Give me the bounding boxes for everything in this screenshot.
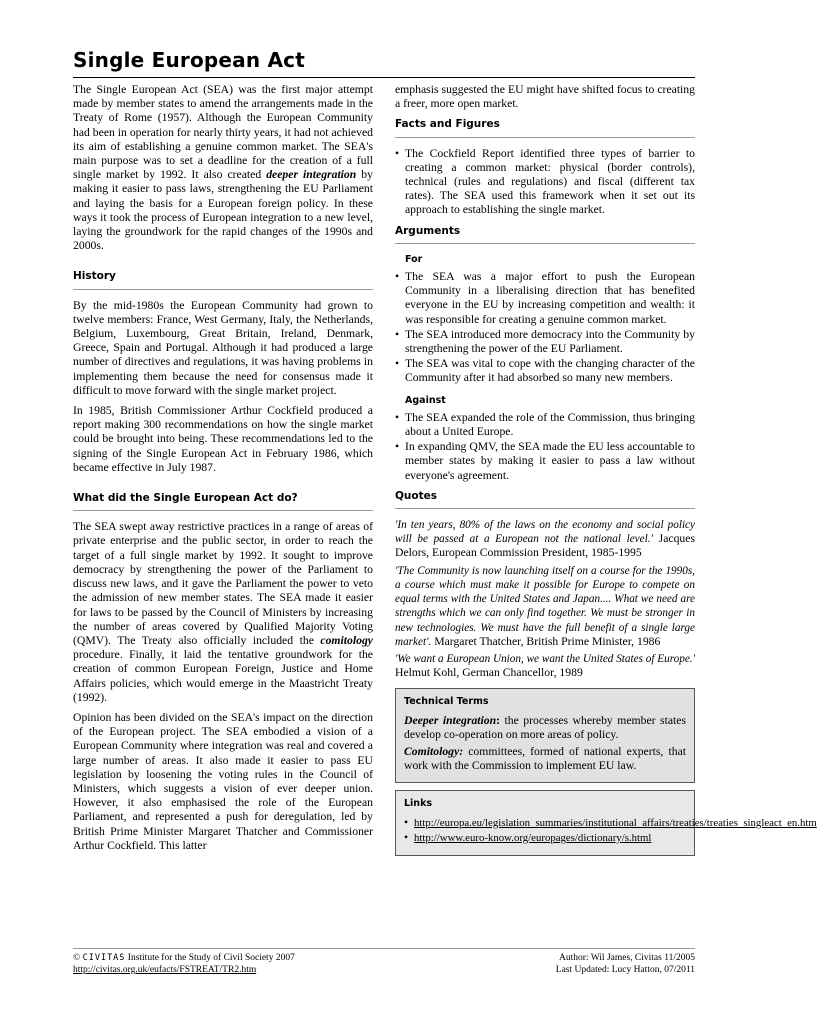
quote-delors: 'In ten years, 80% of the laws on the economy and social policy will be passed at a European not the national level.' Jacques Delors, European Commission President, 1985-1995 (395, 519, 695, 560)
term-comitology: Comitology: committees, formed of national experts, that work with the Commission to implement EU law. (404, 744, 687, 773)
footer-right (556, 952, 695, 976)
list-item (404, 816, 817, 830)
for-heading: For (405, 253, 423, 265)
footer-author: Author: Wil James, Civitas 11/2005 (558, 953, 695, 963)
left-column (73, 83, 373, 859)
facts-list (395, 147, 695, 218)
comitology-term: comitology (320, 633, 373, 647)
list-item: • The SEA expanded the role of the Commission, thus bringing about a United Europe. (395, 411, 695, 439)
list-item: • The SEA introduced more democracy into the Community by strengthening the power of the EU Parliament. (395, 328, 695, 356)
against-heading: Against (405, 394, 446, 406)
what-paragraph-2: Opinion has been divided on the SEA's impact on the direction of the European project. The SEA embodied a vision of a European Community where integration was real and covered a large number of areas. It also made it easier to pass EU legislation by loosening the voting rules in the Council of Ministers, which suggests a vision of ever deeper union. However, it also emphasised the role of the European Parliament, and represented a push for deregulation, led by British Prime Minister Margaret Thatcher and Commissioner Arthur Cockfield. This latter (73, 710, 373, 852)
what-paragraph-1: The SEA swept away restrictive practices in a range of areas of private enterprise and the public sector, in order to reach the target of a full single market by 1992. It sought to improve democracy by strengthening the power of the Parliament to discuss new laws, and it gave the Parliament the power to veto the admission of new member states. The SEA made it easier for laws to be passed by the Council of Ministers by increasing the number of areas covered by Qualified Majority Voting (QMV). The Treaty also officially included the comitology procedure. Finally, it laid the tentative groundwork for the creation of common European Foreign, Justice and Home Affairs policies, which would emerge in the Maastricht Treaty (1992). (73, 520, 373, 704)
title-divider (73, 77, 695, 78)
footer-institute: Institute for the Study of Civil Society 2007 (127, 953, 295, 963)
against-list (395, 411, 695, 483)
footer-left (73, 952, 295, 976)
euro-know-link[interactable]: http://www.euro-know.org/europages/dictionary/s.html (414, 831, 652, 844)
intro-paragraph: The Single European Act (SEA) was the first major attempt made by member states to amend the arrangements made in the Treaty of Rome (1957). Although the European Community had been in operation for nearly thirty years, it had not achieved its aim of establishing a genuine common market. The SEA's main purpose was to set a deadline for the creation of a full single market by 1992. It also created deeper integration by making it easier to pass laws, strengthening the EU Parliament and laying the basis for a European foreign policy. In these ways it took the process of European integration to a new level, laying the groundwork for the rapid changes of the 1990s and 2000s. (73, 83, 373, 253)
links-heading: Links (404, 798, 433, 810)
list-item: • The Cockfield Report identified three types of barrier to creating a common market: physical (border controls), technical (rules and regulations) and fiscal (different tax rates). The SEA used this framework when it set out its approach to establishing the single market. (395, 147, 695, 218)
quotes-heading: Quotes (395, 489, 695, 509)
footer-url-link[interactable]: http://civitas.org.uk/eufacts/FSTREAT/TR2.htm (73, 965, 257, 975)
continuation-paragraph: emphasis suggested the EU might have shifted focus to creating a freer, more open market. (395, 83, 695, 111)
history-heading: History (73, 269, 373, 289)
list-item (404, 831, 686, 845)
list-item: • The SEA was vital to cope with the changing character of the Community after it had absorbed so many new members. (395, 357, 695, 385)
page-title: Single European Act (73, 48, 305, 72)
europa-link[interactable]: http://europa.eu/legislation_summaries/institutional_affairs/treaties/treaties_singleact_en.htm (414, 816, 817, 829)
quote-thatcher: 'The Community is now launching itself on a course for the 1990s, a course which must make it possible for Europe to compete on equal terms with the United States and Japan.... What we need are strengths which we can only find together. We must be stronger in new technologies. We must have the full benefit of a single large market'. Margaret Thatcher, British Prime Minister, 1986 (395, 564, 695, 648)
what-did-sea-do-heading: What did the Single European Act do? (73, 491, 373, 511)
technical-terms-heading: Technical Terms (404, 696, 489, 708)
technical-terms-box (395, 688, 695, 783)
list-item: • In expanding QMV, the SEA made the EU less accountable to member states by making it easier to pass a law without everyone's agreement. (395, 440, 695, 483)
arguments-heading: Arguments (395, 224, 695, 244)
history-paragraph-1: By the mid-1980s the European Community had grown to twelve members: France, West Germany, Italy, the Netherlands, Belgium, Luxembourg, Great Britain, Ireland, Denmark, Greece, Spain and Portugal. Although it had produced a large number of directives and regulations, it was having problems in implementing them because the need for consensus made it difficult to move forward with the single market project. (73, 298, 373, 397)
footer-updated: Last Updated: Lucy Hatton, 07/2011 (555, 965, 695, 975)
history-paragraph-2: In 1985, British Commissioner Arthur Cockfield produced a report making 300 recommendations on how the single market could be brought into being. These recommendations led to the signing of the Single European Act in February 1986, which became effective in July 1987. (73, 404, 373, 474)
civitas-logo-text: CIVITAS (82, 953, 126, 963)
deeper-integration-term: deeper integration (266, 168, 357, 182)
links-box (395, 790, 817, 856)
list-item: • The SEA was a major effort to push the European Community in a liberalising direction that has benefited everyone in the EU by increasing competition and wealth: it was responsible for creating a genuine common market. (395, 270, 695, 327)
footer-divider (73, 948, 695, 949)
right-column (395, 83, 817, 856)
term-deeper-integration: Deeper integration: the processes whereby member states develop co-operation on more areas of policy. (404, 713, 686, 741)
copyright-symbol: © (73, 953, 81, 963)
links-list (404, 816, 817, 845)
quote-kohl: 'We want a European Union, we want the United States of Europe.' Helmut Kohl, German Chancellor, 1989 (395, 652, 695, 680)
for-list (395, 270, 695, 386)
facts-heading: Facts and Figures (395, 117, 695, 137)
